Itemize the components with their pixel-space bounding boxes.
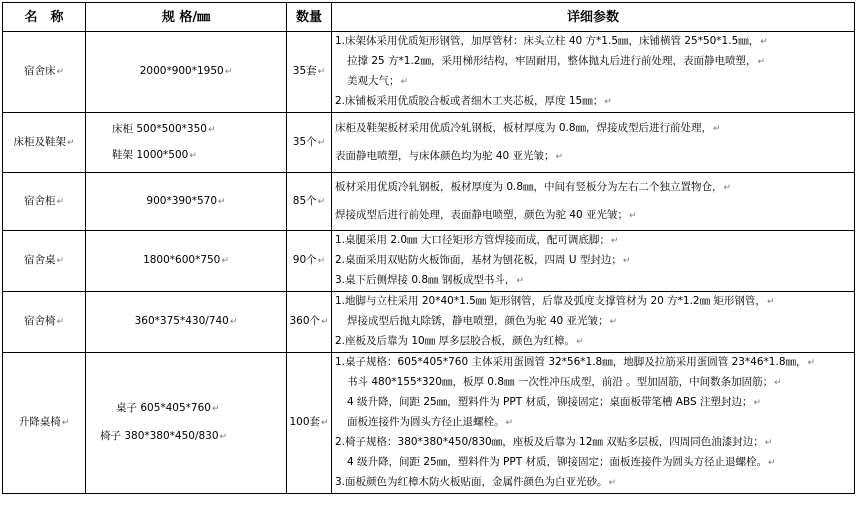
detail-line: 板材采用优质冷轧钢板，板材厚度为 0.8㎜，中间有竖板分为左右二个独立置物仓，↵	[335, 180, 732, 193]
spec-line: 鞋架 1000*500↵	[112, 148, 197, 161]
spec-table	[2, 2, 855, 494]
spec-line: 椅子 380*380*450/830↵	[100, 430, 228, 442]
item-qty: 90个↵	[287, 231, 332, 292]
item-name: 宿舍桌↵	[3, 231, 86, 292]
table-row	[3, 231, 855, 292]
detail-line: 4 级升降，间距 25㎜，塑料件为 PPT 材质，铆接固定；桌面板带笔槽 ABS 注塑封边；↵	[347, 396, 762, 408]
detail-line: 4 级升降，间距 25㎜，塑料件为 PPT 材质，铆接固定；面板连接件为圆头方径止退螺栓。↵	[347, 456, 776, 468]
detail-line: 1.桌腿采用 2.0㎜ 大口径矩形方管焊接而成，配可调底脚；↵	[335, 234, 619, 246]
item-spec: 900*390*570↵	[86, 173, 287, 231]
table-row	[3, 353, 855, 494]
detail-line: 1.床架体采用优质矩形钢管，加厚管材：床头立柱 40 方*1.5㎜，床铺横管 25*50*1.5㎜，↵	[335, 35, 768, 47]
spec-line: 桌子 605*405*760↵	[116, 402, 220, 414]
item-detail	[332, 353, 855, 494]
item-detail	[332, 292, 855, 353]
detail-line: 书斗 480*155*320㎜，板厚 0.8㎜ 一次性冲压成型，前沿 。型加固筋，中间数条加固筋；↵	[347, 376, 782, 388]
item-detail	[332, 32, 855, 113]
detail-line: 焊接成型后进行前处理，表面静电喷塑，颜色为驼 40 亚光皱；↵	[335, 208, 637, 221]
detail-line: 焊接成型后抛丸除锈，静电喷塑，颜色为驼 40 亚光皱；↵	[347, 315, 618, 327]
item-detail	[332, 231, 855, 292]
item-spec: 1800*600*750↵	[86, 231, 287, 292]
item-qty: 35套↵	[287, 32, 332, 113]
header-row	[3, 3, 855, 32]
detail-line: 2.椅子规格：380*380*450/830㎜，座板及后靠为 12㎜ 双贴多层板，四周同色油漆封边；↵	[335, 436, 773, 448]
item-spec	[86, 113, 287, 173]
item-qty: 360个↵	[287, 292, 332, 353]
item-spec	[86, 353, 287, 494]
detail-line: 表面静电喷塑，与床体颜色均为驼 40 亚光皱；↵	[335, 149, 564, 162]
header-detail: 详细参数	[332, 3, 855, 32]
detail-line: 美观大气；↵	[347, 75, 409, 87]
detail-line: 1.桌子规格：605*405*760 主体采用蛋圆管 32*56*1.8㎜，地脚及拉筋采用蛋圆管 23*46*1.8㎜，↵	[335, 356, 816, 368]
spec-line: 床柜 500*500*350↵	[112, 122, 216, 135]
item-name: 升降桌椅↵	[3, 353, 86, 494]
detail-line: 2.座板及后靠为 10㎜ 厚多层胶合板，颜色为红樟。↵	[335, 335, 584, 347]
header-spec: 规 格/㎜	[86, 3, 287, 32]
item-name: 宿舍椅↵	[3, 292, 86, 353]
table-row	[3, 113, 855, 173]
item-spec: 2000*900*1950↵	[86, 32, 287, 113]
detail-line: 面板连接件为圆头方径止退螺栓。↵	[347, 416, 514, 428]
item-spec: 360*375*430/740↵	[86, 292, 287, 353]
item-qty: 85个↵	[287, 173, 332, 231]
detail-line: 3.面板颜色为红樟木防火板贴面，金属件颜色为白亚光砂。↵	[335, 476, 617, 488]
item-detail	[332, 113, 855, 173]
header-name: 名 称	[3, 3, 86, 32]
table-row	[3, 292, 855, 353]
detail-line: 拉撑 25 方*1.2㎜，采用梯形结构，牢固耐用，整体抛丸后进行前处理，表面静电喷塑，↵	[347, 55, 766, 67]
table-row	[3, 173, 855, 231]
item-name: 宿舍柜↵	[3, 173, 86, 231]
detail-line: 2.床铺板采用优质胶合板或者细木工夹芯板，厚度 15㎜；↵	[335, 95, 612, 107]
item-qty: 35个↵	[287, 113, 332, 173]
detail-line: 1.地脚与立柱采用 20*40*1.5㎜ 矩形钢管，后靠及弧度支撑管材为 20 方*1.2㎜ 矩形钢管，↵	[335, 295, 775, 307]
table-row	[3, 32, 855, 113]
detail-line: 3.桌下后侧焊接 0.8㎜ 钢板成型书斗，↵	[335, 274, 524, 286]
header-qty: 数量	[287, 3, 332, 32]
item-qty: 100套↵	[287, 353, 332, 494]
item-detail	[332, 173, 855, 231]
detail-line: 床柜及鞋架板材采用优质冷轧钢板，板材厚度为 0.8㎜，焊接成型后进行前处理，↵	[335, 121, 721, 134]
item-name: 宿舍床↵	[3, 32, 86, 113]
item-name: 床柜及鞋架↵	[3, 113, 86, 173]
detail-line: 2.桌面采用双贴防火板饰面，基材为刨花板，四周 U 型封边；↵	[335, 254, 631, 266]
